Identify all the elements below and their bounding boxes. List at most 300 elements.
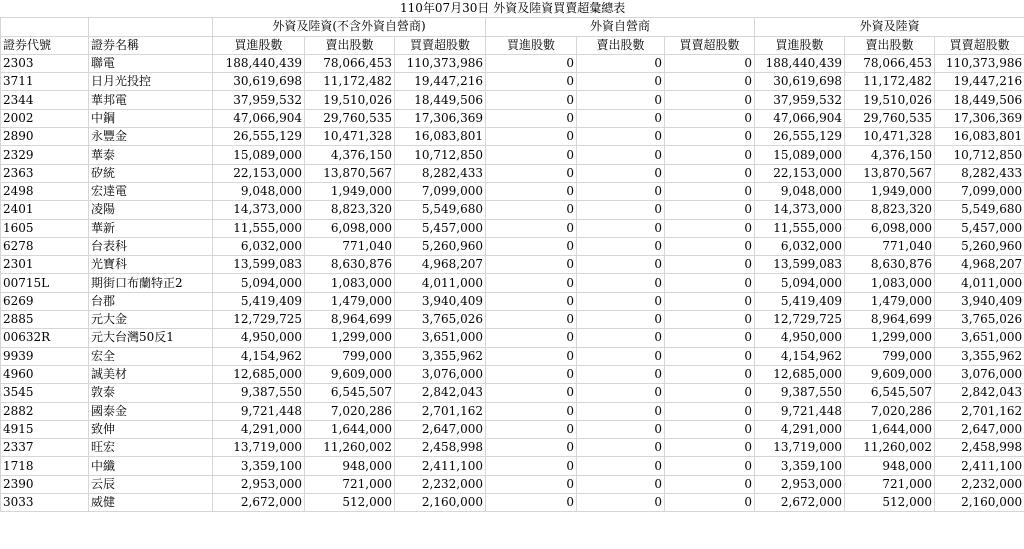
value-cell: 18,449,506 (935, 91, 1024, 109)
stock-name-cell: 敦泰 (89, 384, 213, 402)
value-cell: 7,099,000 (395, 182, 486, 200)
value-cell: 11,260,002 (845, 439, 935, 457)
value-cell: 8,823,320 (845, 201, 935, 219)
value-cell: 9,387,550 (755, 384, 845, 402)
stock-name-cell: 永豐金 (89, 128, 213, 146)
value-cell: 4,154,962 (213, 347, 305, 365)
value-cell: 10,471,328 (845, 128, 935, 146)
value-cell: 1,949,000 (845, 182, 935, 200)
stock-name-cell: 國泰金 (89, 402, 213, 420)
value-cell: 12,685,000 (213, 365, 305, 383)
value-cell: 2,160,000 (935, 494, 1024, 512)
column-header: 買賣超股數 (395, 36, 486, 54)
stock-code-cell: 4915 (1, 420, 89, 438)
value-cell: 10,712,850 (935, 146, 1024, 164)
value-cell: 0 (486, 475, 577, 493)
table-row (1, 73, 1024, 91)
value-cell: 6,032,000 (755, 237, 845, 255)
value-cell: 0 (577, 475, 665, 493)
value-cell: 4,376,150 (845, 146, 935, 164)
value-cell: 4,291,000 (213, 420, 305, 438)
value-cell: 0 (665, 146, 755, 164)
column-header: 買進股數 (486, 36, 577, 54)
value-cell: 948,000 (305, 457, 395, 475)
value-cell: 0 (486, 347, 577, 365)
value-cell: 2,842,043 (935, 384, 1024, 402)
value-cell: 18,449,506 (395, 91, 486, 109)
column-header: 賣出股數 (577, 36, 665, 54)
value-cell: 37,959,532 (213, 91, 305, 109)
stock-code-cell: 2329 (1, 146, 89, 164)
value-cell: 9,721,448 (213, 402, 305, 420)
value-cell: 0 (577, 420, 665, 438)
value-cell: 5,419,409 (755, 292, 845, 310)
column-header: 證券代號 (1, 36, 89, 54)
table-row (1, 237, 1024, 255)
value-cell: 0 (665, 347, 755, 365)
stock-name-cell: 凌陽 (89, 201, 213, 219)
value-cell: 19,447,216 (395, 73, 486, 91)
value-cell: 13,870,567 (845, 164, 935, 182)
value-cell: 0 (577, 182, 665, 200)
value-cell: 0 (665, 219, 755, 237)
value-cell: 0 (577, 54, 665, 72)
value-cell: 3,355,962 (395, 347, 486, 365)
table-row (1, 274, 1024, 292)
table-row (1, 329, 1024, 347)
value-cell: 2,411,100 (395, 457, 486, 475)
value-cell: 0 (486, 274, 577, 292)
value-cell: 0 (665, 457, 755, 475)
value-cell: 0 (577, 384, 665, 402)
value-cell: 2,953,000 (755, 475, 845, 493)
stock-code-cell: 4960 (1, 365, 89, 383)
stock-name-cell: 台表科 (89, 237, 213, 255)
value-cell: 3,765,026 (935, 311, 1024, 329)
stock-name-cell: 云辰 (89, 475, 213, 493)
stock-code-cell: 2002 (1, 109, 89, 127)
value-cell: 0 (486, 365, 577, 383)
value-cell: 3,651,000 (395, 329, 486, 347)
value-cell: 4,011,000 (395, 274, 486, 292)
value-cell: 5,260,960 (395, 237, 486, 255)
value-cell: 5,419,409 (213, 292, 305, 310)
value-cell: 8,630,876 (845, 256, 935, 274)
value-cell: 11,172,482 (845, 73, 935, 91)
group-header-foreign-total: 外資及陸資 (755, 18, 1024, 36)
value-cell: 8,282,433 (935, 164, 1024, 182)
value-cell: 5,549,680 (395, 201, 486, 219)
value-cell: 8,964,699 (845, 311, 935, 329)
stock-name-cell: 華邦電 (89, 91, 213, 109)
value-cell: 5,094,000 (755, 274, 845, 292)
value-cell: 0 (665, 201, 755, 219)
value-cell: 2,647,000 (395, 420, 486, 438)
table-row (1, 54, 1024, 72)
value-cell: 0 (665, 109, 755, 127)
table-row (1, 91, 1024, 109)
value-cell: 0 (486, 54, 577, 72)
value-cell: 3,076,000 (395, 365, 486, 383)
value-cell: 8,282,433 (395, 164, 486, 182)
value-cell: 2,232,000 (395, 475, 486, 493)
value-cell: 3,765,026 (395, 311, 486, 329)
column-header: 買賣超股數 (665, 36, 755, 54)
value-cell: 11,172,482 (305, 73, 395, 91)
value-cell: 0 (486, 439, 577, 457)
value-cell: 6,032,000 (213, 237, 305, 255)
value-cell: 721,000 (305, 475, 395, 493)
value-cell: 8,964,699 (305, 311, 395, 329)
value-cell: 2,232,000 (935, 475, 1024, 493)
stock-name-cell: 旺宏 (89, 439, 213, 457)
value-cell: 0 (486, 128, 577, 146)
stock-code-cell: 3545 (1, 384, 89, 402)
value-cell: 3,076,000 (935, 365, 1024, 383)
value-cell: 0 (665, 182, 755, 200)
value-cell: 0 (665, 54, 755, 72)
group-header-foreign-dealer: 外資自營商 (486, 18, 755, 36)
value-cell: 188,440,439 (755, 54, 845, 72)
column-header: 買賣超股數 (935, 36, 1024, 54)
value-cell: 0 (486, 109, 577, 127)
value-cell: 22,153,000 (755, 164, 845, 182)
value-cell: 0 (486, 237, 577, 255)
stock-code-cell: 2401 (1, 201, 89, 219)
value-cell: 0 (577, 457, 665, 475)
value-cell: 1,083,000 (845, 274, 935, 292)
value-cell: 5,094,000 (213, 274, 305, 292)
column-header-row (1, 36, 1024, 54)
stock-code-cell: 2498 (1, 182, 89, 200)
value-cell: 4,376,150 (305, 146, 395, 164)
value-cell: 0 (486, 219, 577, 237)
value-cell: 0 (486, 73, 577, 91)
value-cell: 4,950,000 (755, 329, 845, 347)
value-cell: 1,644,000 (845, 420, 935, 438)
table-row (1, 256, 1024, 274)
stock-code-cell: 6278 (1, 237, 89, 255)
value-cell: 799,000 (305, 347, 395, 365)
value-cell: 2,458,998 (935, 439, 1024, 457)
table-row (1, 347, 1024, 365)
value-cell: 0 (665, 237, 755, 255)
value-cell: 2,411,100 (935, 457, 1024, 475)
stock-name-cell: 元大金 (89, 311, 213, 329)
value-cell: 30,619,698 (755, 73, 845, 91)
value-cell: 2,842,043 (395, 384, 486, 402)
stock-name-cell: 誠美材 (89, 365, 213, 383)
stock-code-cell: 00715L (1, 274, 89, 292)
value-cell: 0 (665, 439, 755, 457)
value-cell: 0 (486, 311, 577, 329)
stock-code-cell: 2337 (1, 439, 89, 457)
value-cell: 948,000 (845, 457, 935, 475)
value-cell: 26,555,129 (213, 128, 305, 146)
stock-name-cell: 矽統 (89, 164, 213, 182)
group-header-foreign-excl-dealer: 外資及陸資(不含外資自營商) (213, 18, 486, 36)
value-cell: 0 (486, 91, 577, 109)
stock-name-cell: 期街口布蘭特正2 (89, 274, 213, 292)
stock-name-cell: 宏達電 (89, 182, 213, 200)
value-cell: 0 (577, 109, 665, 127)
value-cell: 9,048,000 (213, 182, 305, 200)
value-cell: 110,373,986 (395, 54, 486, 72)
value-cell: 13,870,567 (305, 164, 395, 182)
value-cell: 0 (665, 128, 755, 146)
value-cell: 0 (665, 384, 755, 402)
value-cell: 8,630,876 (305, 256, 395, 274)
column-header: 賣出股數 (845, 36, 935, 54)
stock-name-cell: 聯電 (89, 54, 213, 72)
value-cell: 17,306,369 (935, 109, 1024, 127)
value-cell: 0 (665, 365, 755, 383)
value-cell: 721,000 (845, 475, 935, 493)
value-cell: 37,959,532 (755, 91, 845, 109)
stock-code-cell: 2890 (1, 128, 89, 146)
table-row (1, 201, 1024, 219)
value-cell: 0 (486, 201, 577, 219)
value-cell: 0 (665, 311, 755, 329)
value-cell: 0 (486, 384, 577, 402)
value-cell: 0 (665, 256, 755, 274)
value-cell: 2,701,162 (395, 402, 486, 420)
value-cell: 29,760,535 (305, 109, 395, 127)
value-cell: 11,555,000 (213, 219, 305, 237)
value-cell: 3,651,000 (935, 329, 1024, 347)
value-cell: 1,299,000 (845, 329, 935, 347)
value-cell: 0 (665, 329, 755, 347)
table-row (1, 182, 1024, 200)
value-cell: 11,260,002 (305, 439, 395, 457)
value-cell: 0 (577, 91, 665, 109)
value-cell: 17,306,369 (395, 109, 486, 127)
stock-code-cell: 2301 (1, 256, 89, 274)
value-cell: 0 (577, 146, 665, 164)
value-cell: 0 (577, 128, 665, 146)
value-cell: 3,359,100 (213, 457, 305, 475)
value-cell: 0 (665, 292, 755, 310)
value-cell: 1,479,000 (845, 292, 935, 310)
value-cell: 771,040 (305, 237, 395, 255)
value-cell: 9,721,448 (755, 402, 845, 420)
value-cell: 0 (665, 164, 755, 182)
value-cell: 0 (665, 402, 755, 420)
value-cell: 0 (665, 420, 755, 438)
stock-code-cell: 6269 (1, 292, 89, 310)
value-cell: 5,457,000 (935, 219, 1024, 237)
value-cell: 78,066,453 (845, 54, 935, 72)
value-cell: 0 (486, 256, 577, 274)
table-row (1, 402, 1024, 420)
value-cell: 0 (486, 182, 577, 200)
value-cell: 6,545,507 (845, 384, 935, 402)
value-cell: 4,950,000 (213, 329, 305, 347)
table-row (1, 128, 1024, 146)
report-title: 110年07月30日 外資及陸資買賣超彙總表 (1, 0, 1024, 18)
value-cell: 0 (665, 274, 755, 292)
value-cell: 12,685,000 (755, 365, 845, 383)
value-cell: 10,712,850 (395, 146, 486, 164)
stock-code-cell: 00632R (1, 329, 89, 347)
value-cell: 0 (486, 292, 577, 310)
value-cell: 30,619,698 (213, 73, 305, 91)
value-cell: 3,940,409 (935, 292, 1024, 310)
value-cell: 110,373,986 (935, 54, 1024, 72)
value-cell: 2,701,162 (935, 402, 1024, 420)
value-cell: 2,458,998 (395, 439, 486, 457)
value-cell: 10,471,328 (305, 128, 395, 146)
table-row (1, 365, 1024, 383)
value-cell: 15,089,000 (213, 146, 305, 164)
value-cell: 2,160,000 (395, 494, 486, 512)
stock-code-cell: 2885 (1, 311, 89, 329)
table-row (1, 494, 1024, 512)
value-cell: 8,823,320 (305, 201, 395, 219)
value-cell: 0 (577, 329, 665, 347)
stock-code-cell: 2882 (1, 402, 89, 420)
value-cell: 2,672,000 (213, 494, 305, 512)
value-cell: 1,299,000 (305, 329, 395, 347)
stock-name-cell: 威健 (89, 494, 213, 512)
blank-header-cell (1, 18, 89, 36)
value-cell: 0 (577, 365, 665, 383)
value-cell: 19,447,216 (935, 73, 1024, 91)
stock-code-cell: 3033 (1, 494, 89, 512)
stock-code-cell: 3711 (1, 73, 89, 91)
table-row (1, 475, 1024, 493)
value-cell: 9,387,550 (213, 384, 305, 402)
stock-name-cell: 光寶科 (89, 256, 213, 274)
value-cell: 13,599,083 (755, 256, 845, 274)
value-cell: 0 (577, 164, 665, 182)
value-cell: 0 (486, 457, 577, 475)
value-cell: 0 (577, 347, 665, 365)
value-cell: 512,000 (845, 494, 935, 512)
stock-name-cell: 中纖 (89, 457, 213, 475)
value-cell: 7,020,286 (845, 402, 935, 420)
value-cell: 0 (665, 494, 755, 512)
value-cell: 47,066,904 (755, 109, 845, 127)
value-cell: 6,545,507 (305, 384, 395, 402)
value-cell: 12,729,725 (213, 311, 305, 329)
value-cell: 0 (577, 292, 665, 310)
table-row (1, 164, 1024, 182)
value-cell: 799,000 (845, 347, 935, 365)
table-row (1, 146, 1024, 164)
value-cell: 2,647,000 (935, 420, 1024, 438)
value-cell: 5,457,000 (395, 219, 486, 237)
value-cell: 0 (577, 237, 665, 255)
value-cell: 13,599,083 (213, 256, 305, 274)
value-cell: 4,011,000 (935, 274, 1024, 292)
value-cell: 1,083,000 (305, 274, 395, 292)
value-cell: 7,020,286 (305, 402, 395, 420)
value-cell: 14,373,000 (213, 201, 305, 219)
value-cell: 4,154,962 (755, 347, 845, 365)
stock-code-cell: 2390 (1, 475, 89, 493)
value-cell: 0 (577, 219, 665, 237)
value-cell: 29,760,535 (845, 109, 935, 127)
stock-code-cell: 1605 (1, 219, 89, 237)
value-cell: 4,968,207 (935, 256, 1024, 274)
value-cell: 0 (486, 402, 577, 420)
stock-name-cell: 華新 (89, 219, 213, 237)
value-cell: 11,555,000 (755, 219, 845, 237)
value-cell: 6,098,000 (305, 219, 395, 237)
value-cell: 22,153,000 (213, 164, 305, 182)
value-cell: 1,644,000 (305, 420, 395, 438)
value-cell: 26,555,129 (755, 128, 845, 146)
value-cell: 19,510,026 (845, 91, 935, 109)
column-header: 買進股數 (213, 36, 305, 54)
value-cell: 0 (577, 274, 665, 292)
value-cell: 512,000 (305, 494, 395, 512)
stock-code-cell: 9939 (1, 347, 89, 365)
group-header-row (1, 18, 1024, 36)
value-cell: 0 (665, 91, 755, 109)
stock-code-cell: 2363 (1, 164, 89, 182)
stock-name-cell: 致伸 (89, 420, 213, 438)
value-cell: 0 (577, 311, 665, 329)
value-cell: 7,099,000 (935, 182, 1024, 200)
value-cell: 14,373,000 (755, 201, 845, 219)
value-cell: 47,066,904 (213, 109, 305, 127)
value-cell: 16,083,801 (395, 128, 486, 146)
stock-name-cell: 台郡 (89, 292, 213, 310)
value-cell: 15,089,000 (755, 146, 845, 164)
stock-name-cell: 元大台灣50反1 (89, 329, 213, 347)
value-cell: 9,609,000 (845, 365, 935, 383)
stock-name-cell: 日月光投控 (89, 73, 213, 91)
table-row (1, 457, 1024, 475)
stock-name-cell: 中鋼 (89, 109, 213, 127)
value-cell: 3,940,409 (395, 292, 486, 310)
value-cell: 3,359,100 (755, 457, 845, 475)
value-cell: 0 (577, 73, 665, 91)
stock-name-cell: 宏全 (89, 347, 213, 365)
value-cell: 13,719,000 (213, 439, 305, 457)
column-header: 證券名稱 (89, 36, 213, 54)
blank-header-cell (89, 18, 213, 36)
value-cell: 2,953,000 (213, 475, 305, 493)
stock-code-cell: 2344 (1, 91, 89, 109)
stock-code-cell: 1718 (1, 457, 89, 475)
value-cell: 19,510,026 (305, 91, 395, 109)
table-row (1, 384, 1024, 402)
table-row (1, 109, 1024, 127)
value-cell: 0 (577, 439, 665, 457)
stock-code-cell: 2303 (1, 54, 89, 72)
value-cell: 0 (486, 146, 577, 164)
value-cell: 0 (577, 402, 665, 420)
value-cell: 0 (486, 494, 577, 512)
value-cell: 9,048,000 (755, 182, 845, 200)
value-cell: 1,479,000 (305, 292, 395, 310)
value-cell: 1,949,000 (305, 182, 395, 200)
value-cell: 13,719,000 (755, 439, 845, 457)
value-cell: 5,260,960 (935, 237, 1024, 255)
table-row (1, 439, 1024, 457)
value-cell: 3,355,962 (935, 347, 1024, 365)
column-header: 買進股數 (755, 36, 845, 54)
value-cell: 771,040 (845, 237, 935, 255)
value-cell: 0 (486, 329, 577, 347)
value-cell: 78,066,453 (305, 54, 395, 72)
value-cell: 0 (577, 256, 665, 274)
value-cell: 2,672,000 (755, 494, 845, 512)
value-cell: 16,083,801 (935, 128, 1024, 146)
